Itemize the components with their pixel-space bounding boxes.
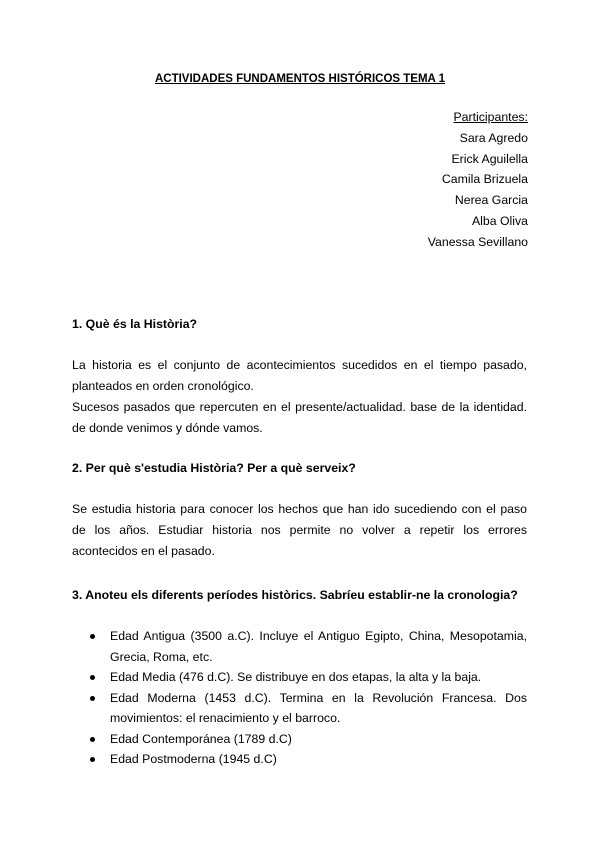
- section-2-body: [72, 499, 527, 562]
- section-1-body: [72, 355, 527, 439]
- participants-block: [428, 107, 528, 253]
- participants-heading: Participantes:: [453, 110, 528, 124]
- periods-list: [72, 626, 527, 770]
- participant-name: Erick Aguilella: [451, 151, 528, 166]
- list-item: [72, 729, 527, 750]
- list-item-text: Edad Media (476 d.C). Se distribuye en dos etapas, la alta y la baja.: [110, 670, 482, 684]
- participant-name: Vanessa Sevillano: [427, 234, 528, 249]
- participant-name: Sara Agredo: [459, 130, 528, 145]
- list-item: [72, 626, 527, 667]
- section-2-paragraph: Se estudia historia para conocer los hechos que han ido sucediendo con el paso de los años. Estudiar historia nos permite no volver a repetir los errores acontecidos en el pasado.: [72, 502, 527, 558]
- document-title: ACTIVIDADES FUNDAMENTOS HISTÓRICOS TEMA 1: [154, 73, 446, 85]
- bullet-icon: [90, 675, 95, 680]
- list-item-text: Edad Postmoderna (1945 d.C): [110, 752, 277, 766]
- list-item: [72, 749, 527, 770]
- participant-name: Camila Brizuela: [441, 172, 528, 187]
- bullet-icon: [90, 757, 95, 762]
- section-2-heading: 2. Per què s'estudia Història? Per a què serveix?: [72, 461, 356, 475]
- participant-name: Nerea Garcia: [454, 193, 528, 208]
- list-item: [72, 667, 527, 688]
- section-1-paragraph: Sucesos pasados que repercuten en el presente/actualidad. base de la identidad. de donde venimos y dónde vamos.: [72, 400, 527, 435]
- section-1-heading: 1. Què és la Història?: [72, 317, 198, 331]
- list-item: [72, 688, 527, 729]
- list-item-text: Edad Contemporánea (1789 d.C): [110, 731, 292, 746]
- section-1-paragraph: La historia es el conjunto de acontecimientos sucedidos en el tiempo pasado, planteados en orden cronológico.: [72, 358, 527, 393]
- bullet-icon: [90, 737, 95, 742]
- list-item-text: Edad Antigua (3500 a.C). Incluye el Antiguo Egipto, China, Mesopotamia, Grecia, Roma, etc.: [110, 629, 527, 664]
- bullet-icon: [90, 696, 95, 701]
- section-3-heading: 3. Anoteu els diferents períodes històrics. Sabríeu establir-ne la cronologia?: [72, 588, 518, 602]
- list-item-text: Edad Moderna (1453 d.C). Termina en la Revolución Francesa. Dos movimientos: el renacimiento y el barroco.: [110, 690, 527, 725]
- bullet-icon: [90, 634, 95, 639]
- participant-name: Alba Oliva: [471, 213, 528, 228]
